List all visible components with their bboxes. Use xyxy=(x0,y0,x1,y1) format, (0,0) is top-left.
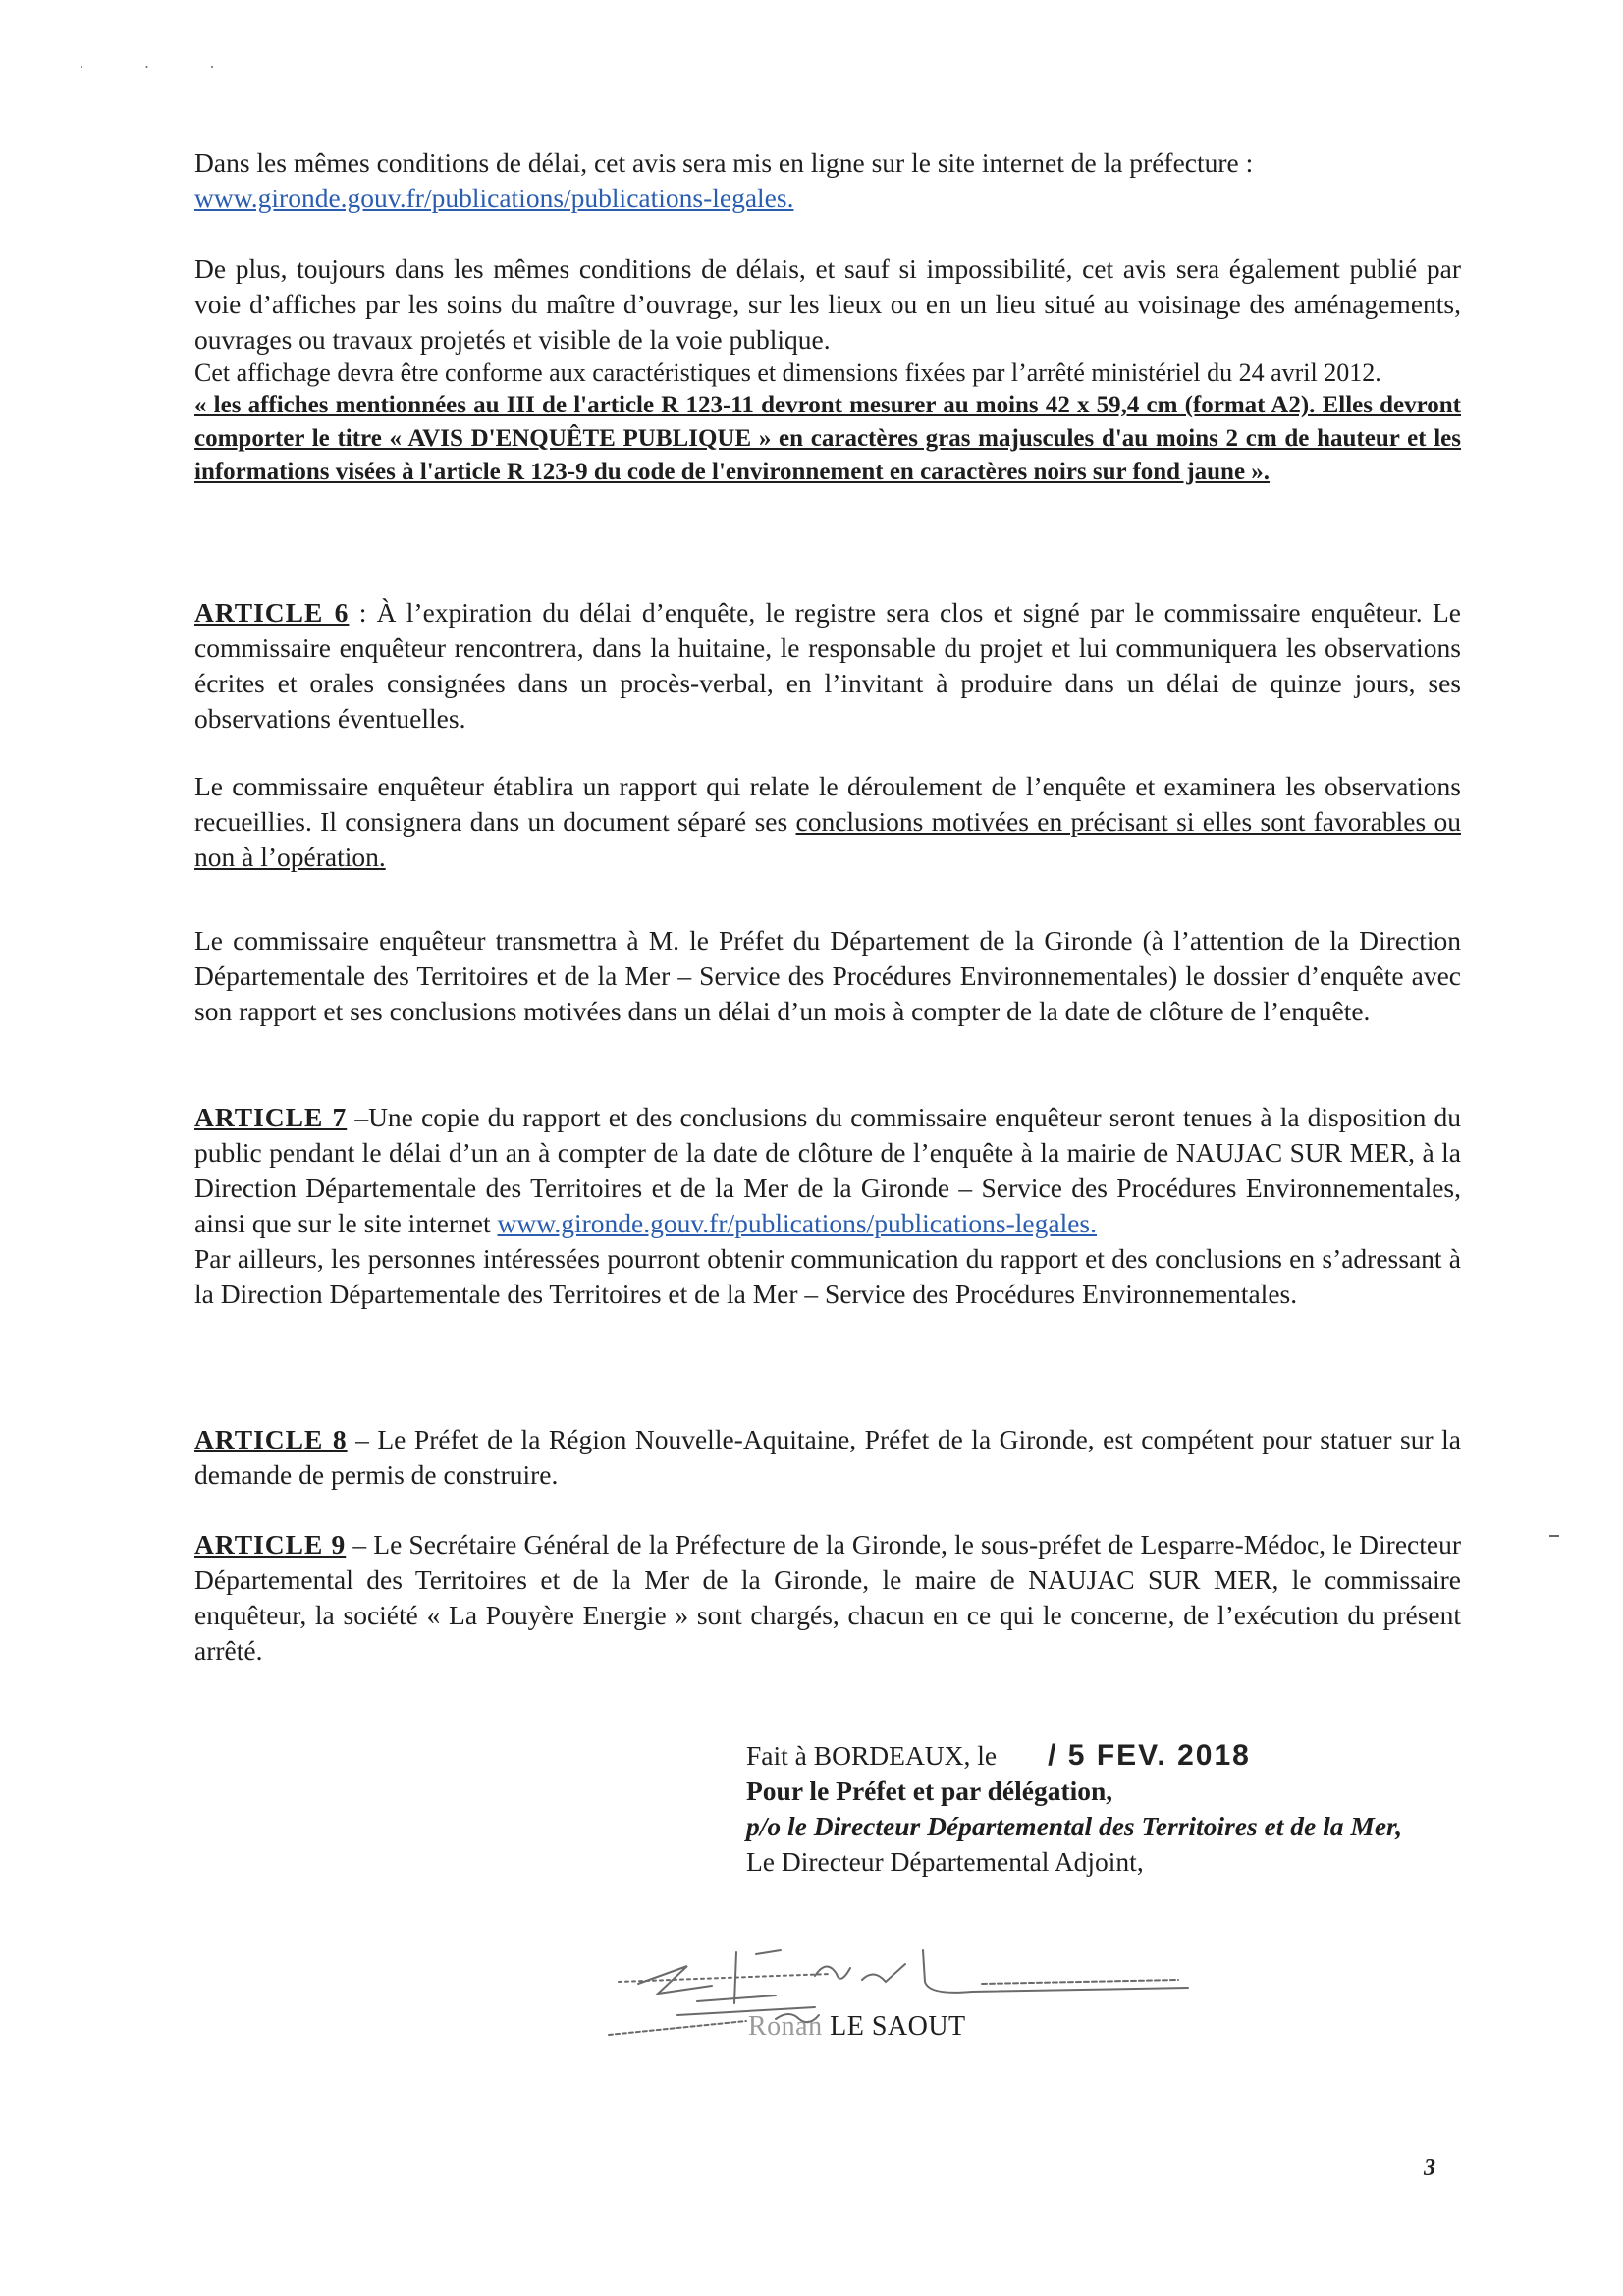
article-7-label: ARTICLE 7 xyxy=(194,1102,348,1132)
signature-role: Le Directeur Départemental Adjoint, xyxy=(746,1846,1144,1877)
affichage-text: De plus, toujours dans les mêmes conditions de délais, et sauf si impossibilité, cet avis sera également publié par voie d’affiches par les soins du maître d’ouvrage, sur les lieux ou en un lieu situé au voisinage des aménagements, ouvrages ou travaux projetés et visible de la voie publique. xyxy=(194,253,1461,355)
rapport-text: Le commissaire enquêteur établira un rapport qui relate le déroulement de l’enquête et examinera les observations recueillies. Il consignera dans un document séparé ses xyxy=(194,771,1461,837)
paragraph-transmission xyxy=(194,923,1461,1029)
paragraph-publication-internet xyxy=(194,145,1461,216)
page-number: 3 xyxy=(1424,2156,1435,2181)
prefecture-link[interactable]: www.gironde.gouv.fr/publications/publications-legales. xyxy=(194,183,794,213)
signature-po: p/o le Directeur Départemental des Territoires et de la Mer, xyxy=(746,1811,1403,1841)
signature-delegation: Pour le Préfet et par délégation, xyxy=(746,1776,1113,1806)
scan-edge-mark xyxy=(1549,1535,1559,1537)
signature-place: Fait à BORDEAUX, le xyxy=(746,1740,998,1771)
article-9 xyxy=(194,1527,1461,1668)
article-7-text: –Une copie du rapport et des conclusions du commissaire enquêteur seront tenues à la disposition du public pendant le délai d’un an à compter de la date de clôture de l’enquête à la mairie de NAUJAC SUR MER, à la Direction Départementale des Territoires et de la Mer de la Gironde – Service des Procédures Environnementales, ainsi que sur le site internet xyxy=(194,1102,1461,1238)
article-8 xyxy=(194,1422,1461,1493)
prefecture-link-2[interactable]: www.gironde.gouv.fr/publications/publications-legales. xyxy=(497,1208,1097,1238)
arrete-citation: « les affiches mentionnées au III de l'article R 123-11 devront mesurer au moins 42 x 59,4 cm (format A2). Elles devront comporter le titre « AVIS D'ENQUÊTE PUBLIQUE » en caractères gras majuscules d'au moins 2 cm de hauteur et les informations visées à l'article R 123-9 du code de l'environnement en caractères noirs sur fond jaune ». xyxy=(194,392,1461,485)
article-6-text: : À l’expiration du délai d’enquête, le registre sera clos et signé par le commissaire enquêteur. Le commissaire enquêteur rencontrera, dans la huitaine, le responsable du projet et lui communiquera les observations écrites et orales consignées dans un procès-verbal, en l’invitant à produire dans un délai de quinze jours, ses observations éventuelles. xyxy=(194,597,1461,734)
article-9-label: ARTICLE 9 xyxy=(194,1529,347,1559)
transmission-text: Le commissaire enquêteur transmettra à M. le Préfet du Département de la Gironde (à l’attention de la Direction Départementale des Territoires et de la Mer – Service des Procédures Environnementales) le dossier d’enquête avec son rapport et ses conclusions motivées dans un délai d’un mois à compter de la date de clôture de l’enquête. xyxy=(194,925,1461,1026)
article-8-text: – Le Préfet de la Région Nouvelle-Aquitaine, Préfet de la Gironde, est compétent pour statuer sur la demande de permis de construire. xyxy=(194,1424,1461,1490)
article-7-text-2: Par ailleurs, les personnes intéressées pourront obtenir communication du rapport et des conclusions en s’adressant à la Direction Départementale des Territoires et de la Mer – Service des Procédures Environnementales. xyxy=(194,1243,1461,1309)
article-6 xyxy=(194,595,1461,737)
paragraph-affichage xyxy=(194,251,1461,489)
paragraph-rapport xyxy=(194,769,1461,875)
signatory-last-name: LE SAOUT xyxy=(830,2011,966,2042)
signature-block xyxy=(746,1738,1492,1880)
signature-date-stamp: / 5 FEV. 2018 xyxy=(1048,1739,1251,1772)
article-8-label: ARTICLE 8 xyxy=(194,1424,348,1454)
rapport-underlined: conclusions motivées en précisant si elles sont favorables ou non à l’opération. xyxy=(194,806,1461,872)
article-6-label: ARTICLE 6 xyxy=(194,597,350,628)
signatory-first-name: Ronan xyxy=(748,2011,823,2042)
article-9-text: – Le Secrétaire Général de la Préfecture de la Gironde, le sous-préfet de Lesparre-Médoc, le Directeur Départemental des Territoires et de la Mer de la Gironde, le maire de NAUJAC SUR MER, le commissaire enquêteur, la société « La Pouyère Energie » sont chargés, chacun en ce qui le concerne, de l’exécution du présent arrêté. xyxy=(194,1529,1461,1666)
article-7 xyxy=(194,1100,1461,1312)
signatory-name xyxy=(748,2011,966,2043)
scan-marks: · · · xyxy=(79,57,243,77)
publication-text: Dans les mêmes conditions de délai, cet avis sera mis en ligne sur le site internet de la préfecture : xyxy=(194,147,1254,178)
affichage-conformite: Cet affichage devra être conforme aux caractéristiques et dimensions fixées par l’arrêté ministériel du 24 avril 2012. xyxy=(194,358,1381,387)
